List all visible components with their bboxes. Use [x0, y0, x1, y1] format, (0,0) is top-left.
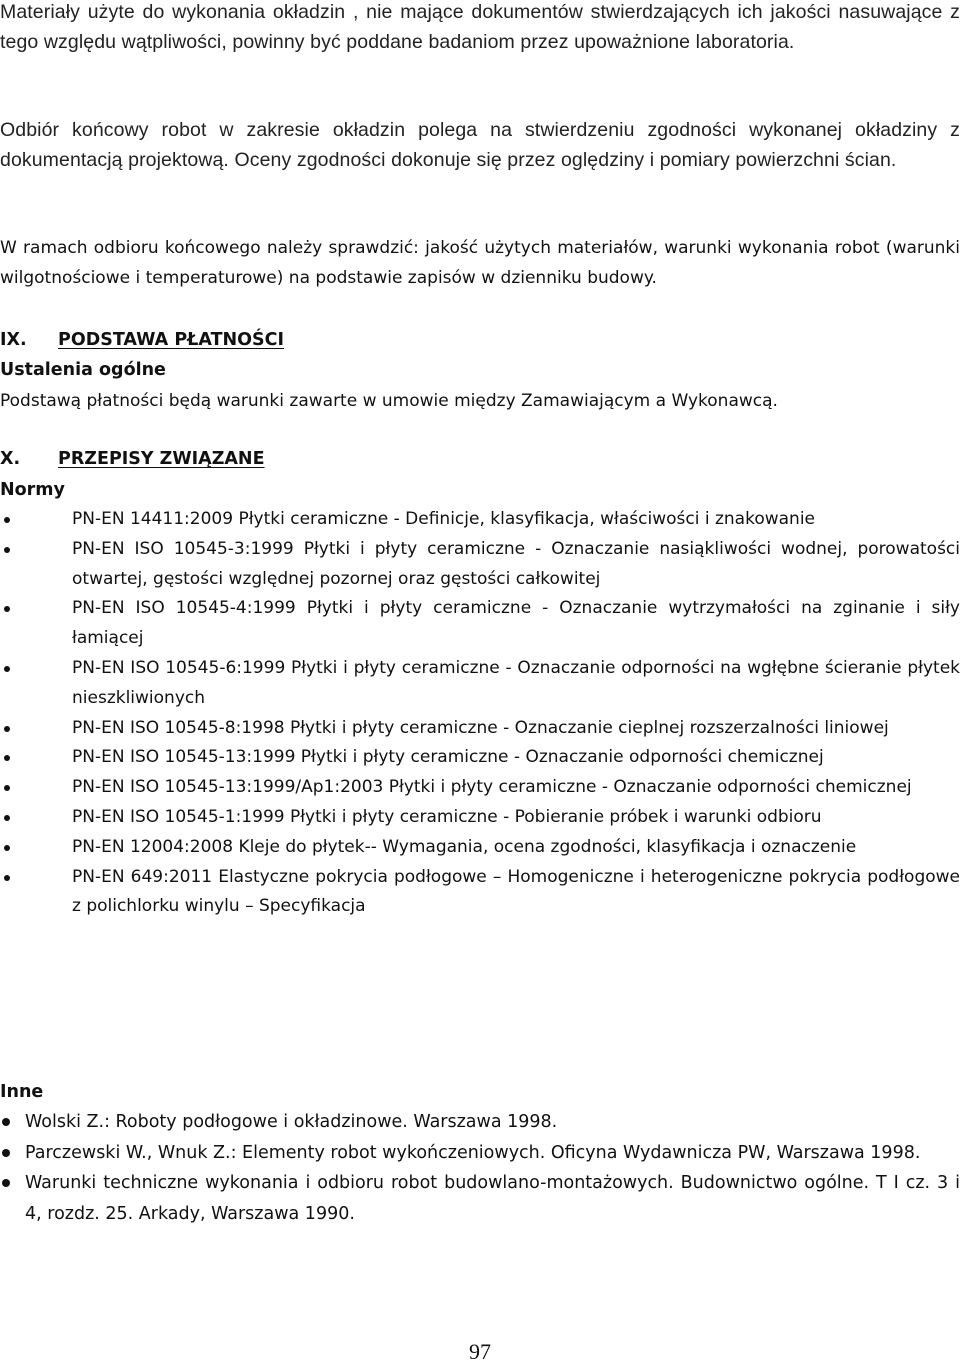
section-10-title: PRZEPISY ZWIĄZANE [58, 449, 265, 469]
other-heading: Inne [0, 1082, 44, 1102]
list-item: PN-EN ISO 10545-8:1998 Płytki i płyty ceramiczne - Oznaczanie cieplnej rozszerzalności liniowej [0, 714, 960, 744]
bullet-icon [4, 815, 10, 821]
bullet-icon [4, 726, 10, 732]
list-item: PN-EN ISO 10545-4:1999 Płytki i płyty ceramiczne - Oznaczanie wytrzymałości na zginanie i siły łamiącej [0, 594, 960, 654]
section-10-number: X. [0, 449, 21, 469]
bullet-icon [4, 666, 10, 672]
section-9-text: Podstawą płatności będą warunki zawarte w umowie między Zamawiającym a Wykonawcą. [0, 391, 778, 411]
bullet-icon [4, 547, 10, 553]
section-9-heading [0, 325, 284, 355]
bullet-icon [4, 785, 10, 791]
section-9-title: PODSTAWA PŁATNOŚCI [58, 330, 284, 350]
bullet-icon [4, 517, 10, 523]
norms-heading: Normy [0, 480, 65, 500]
list-item: PN-EN 14411:2009 Płytki ceramiczne - Definicje, klasyfikacja, właściwości i znakowanie [0, 505, 960, 535]
section-9-subheading: Ustalenia ogólne [0, 360, 166, 380]
list-item: PN-EN 649:2011 Elastyczne pokrycia podłogowe – Homogeniczne i heterogeniczne pokrycia podłogowe z polichlorku winylu – Specyfikacja [0, 863, 960, 923]
list-item: PN-EN ISO 10545-13:1999 Płytki i płyty ceramiczne - Oznaczanie odporności chemicznej [0, 743, 960, 773]
other-references-list [0, 1107, 960, 1229]
bullet-icon [2, 1179, 10, 1187]
bullet-icon [2, 1118, 10, 1126]
paragraph-final-acceptance-a: Odbiór końcowy robot w zakresie okładzin polega na stwierdzeniu zgodności wykonanej okładziny z dokumentacją projektową. [0, 119, 960, 171]
bullet-icon [4, 606, 10, 612]
list-item: Parczewski W., Wnuk Z.: Elementy robot wykończeniowych. Oficyna Wydawnicza PW, Warszawa 1998. [0, 1138, 960, 1169]
bullet-icon [4, 875, 10, 881]
norms-list [0, 505, 960, 922]
section-10-heading [0, 444, 265, 474]
list-item: Warunki techniczne wykonania i odbioru robot budowlano-montażowych. Budownictwo ogólne. T I cz. 3 i 4, rozdz. 25. Arkady, Warszawa 1990. [0, 1168, 960, 1229]
list-item: PN-EN ISO 10545-3:1999 Płytki i płyty ceramiczne - Oznaczanie nasiąkliwości wodnej, porowatości otwartej, gęstości względnej pozornej oraz gęstości całkowitej [0, 535, 960, 595]
bullet-icon [4, 755, 10, 761]
section-9-number: IX. [0, 330, 27, 350]
bullet-icon [2, 1149, 10, 1157]
paragraph-final-acceptance-b: Oceny zgodności dokonuje się przez oględziny i pomiary powierzchni ścian. [228, 149, 897, 171]
list-item: Wolski Z.: Roboty podłogowe i okładzinowe. Warszawa 1998. [0, 1107, 960, 1138]
list-item: PN-EN ISO 10545-6:1999 Płytki i płyty ceramiczne - Oznaczanie odporności na wgłębne ścieranie płytek nieszkliwionych [0, 654, 960, 714]
page-number: 97 [469, 1339, 491, 1364]
list-item: PN-EN 12004:2008 Kleje do płytek-- Wymagania, ocena zgodności, klasyfikacja i oznaczenie [0, 833, 960, 863]
bullet-icon [4, 845, 10, 851]
list-item: PN-EN ISO 10545-13:1999/Ap1:2003 Płytki i płyty ceramiczne - Oznaczanie odporności chemicznej [0, 773, 960, 803]
list-item: PN-EN ISO 10545-1:1999 Płytki i płyty ceramiczne - Pobieranie próbek i warunki odbioru [0, 803, 960, 833]
paragraph-acceptance-scope: W ramach odbioru końcowego należy sprawdzić: jakość użytych materiałów, warunki wykonania robot (warunki wilgotnościowe i temperaturowe) na podstawie zapisów w dzienniku budowy. [0, 238, 960, 288]
paragraph-final-acceptance [0, 115, 960, 175]
paragraph-materials: Materiały użyte do wykonania okładzin , nie mające dokumentów stwierdzających ich jakości nasuwające z tego względu wątpliwości, powinny być poddane badaniom przez upoważnione laboratoria. [0, 1, 960, 53]
